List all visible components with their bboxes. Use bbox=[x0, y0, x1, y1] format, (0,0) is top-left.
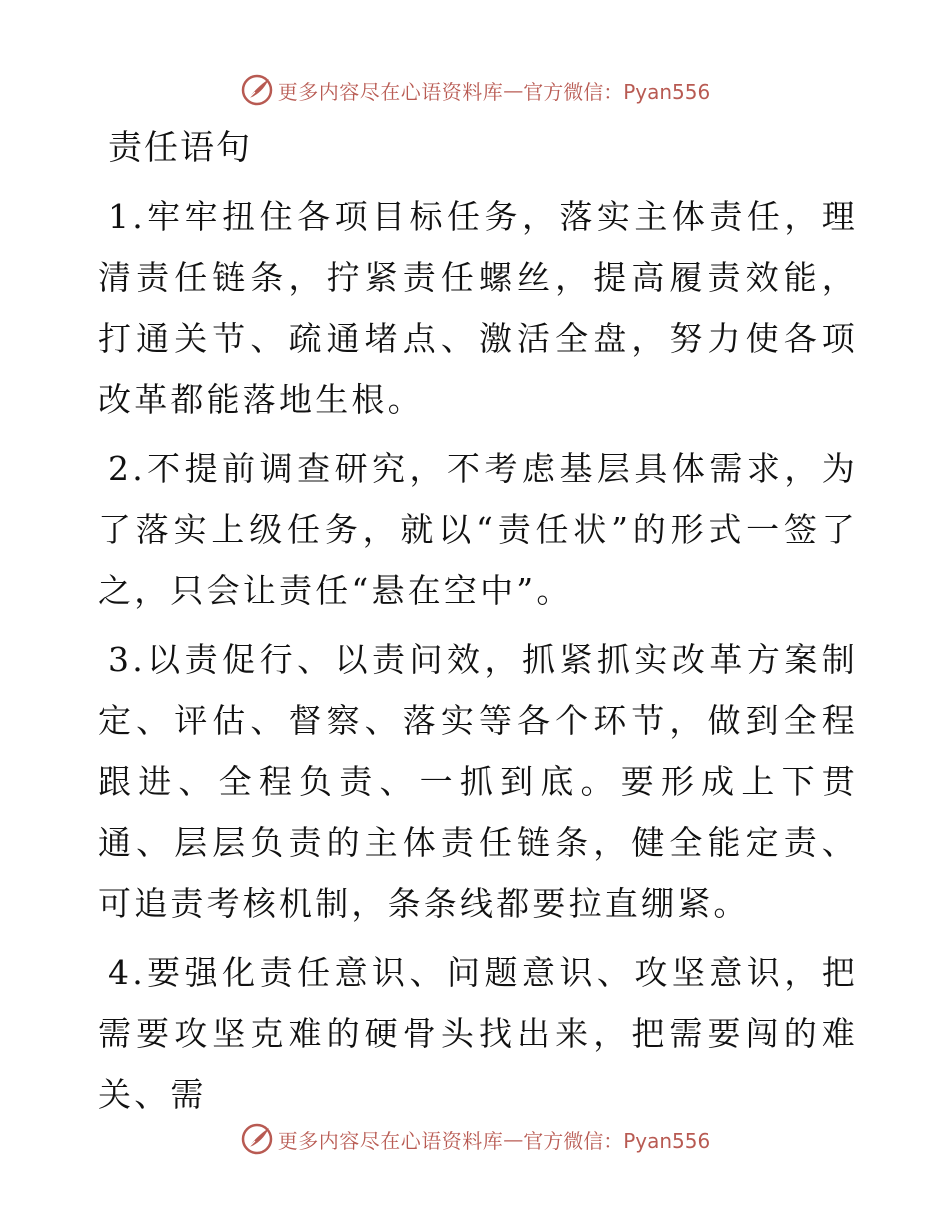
document-item-4: 4.要强化责任意识、问题意识、攻坚意识，把需要攻坚克难的硬骨头找出来，把需要闯的难关、需 bbox=[98, 953, 858, 1114]
document-item-1: 1.牢牢扭住各项目标任务，落实主体责任，理清责任链条，拧紧责任螺丝，提高履责效能，打通关节、疏通堵点、激活全盘，努力使各项改革都能落地生根。 bbox=[98, 197, 858, 419]
banner-wechat-text: 官方微信：Pyan556 bbox=[523, 79, 711, 104]
feather-pen-logo-icon bbox=[240, 1122, 274, 1156]
banner-dash: — bbox=[503, 78, 524, 102]
document-body bbox=[98, 120, 858, 1133]
banner-site-text: 更多内容尽在心语资料库 bbox=[277, 1128, 504, 1153]
footer-watermark-banner bbox=[0, 1119, 950, 1159]
document-title: 责任语句 bbox=[108, 128, 252, 168]
banner-dash: — bbox=[503, 1127, 524, 1151]
banner-wechat-text: 官方微信：Pyan556 bbox=[523, 1128, 711, 1153]
document-item-3: 3.以责促行、以责问效，抓紧抓实改革方案制定、评估、督察、落实等各个环节，做到全程跟进、全程负责、一抓到底。要形成上下贯通、层层负责的主体责任链条，健全能定责、可追责考核机制，条条线都要拉直绷紧。 bbox=[98, 640, 858, 923]
banner-site-text: 更多内容尽在心语资料库 bbox=[277, 79, 504, 104]
document-item-2: 2.不提前调查研究，不考虑基层具体需求，为了落实上级任务，就以“责任状”的形式一签了之，只会让责任“悬在空中”。 bbox=[98, 449, 858, 610]
header-watermark-banner bbox=[0, 70, 950, 110]
feather-pen-logo-icon bbox=[240, 73, 274, 107]
